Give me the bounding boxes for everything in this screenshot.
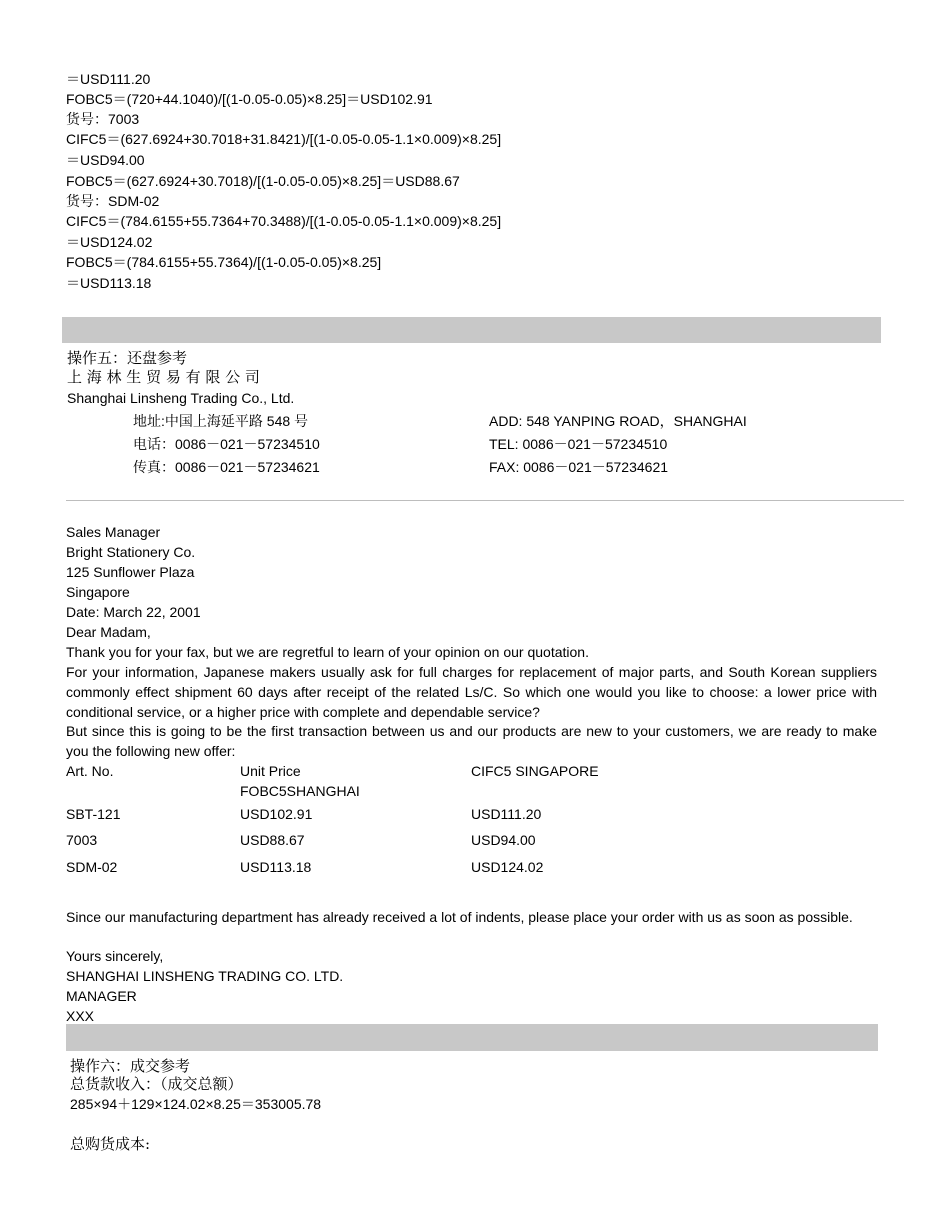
closing-line: MANAGER [66, 988, 137, 1004]
table-cell: USD113.18 [240, 859, 312, 875]
fax-en: FAX: 0086－021－57234621 [489, 459, 669, 475]
calc-line: ＝USD94.00 [66, 152, 145, 168]
table-header: Art. No. [66, 763, 114, 779]
section-divider-bar [66, 1024, 878, 1051]
closing-line: SHANGHAI LINSHENG TRADING CO. LTD. [66, 968, 344, 984]
table-subheader: FOBC5SHANGHAI [240, 783, 360, 799]
signature: XXX [66, 1008, 95, 1024]
company-name-cn: 上 海 林 生 贸 易 有 限 公 司 [67, 368, 260, 386]
table-cell: USD102.91 [240, 806, 313, 822]
table-cell: 7003 [66, 832, 98, 848]
table-header: CIFC5 SINGAPORE [471, 763, 599, 779]
section-title: 操作六：成交参考 [70, 1057, 191, 1075]
table-cell: USD94.00 [471, 832, 536, 848]
fax-cn: 传真：0086－021－57234621 [133, 459, 320, 475]
recipient-line: 125 Sunflower Plaza [66, 564, 195, 580]
income-label: 总货款收入：（成交总额） [70, 1075, 243, 1093]
table-header: Unit Price [240, 763, 301, 779]
table-cell: USD111.20 [471, 806, 542, 822]
income-formula: 285×94＋129×124.02×8.25＝353005.78 [70, 1096, 322, 1112]
letterhead-divider [66, 500, 904, 501]
calc-line: FOBC5＝(784.6155+55.7364)/[(1-0.05-0.05)×8.25] [66, 254, 382, 270]
company-name-en: Shanghai Linsheng Trading Co., Ltd. [67, 390, 295, 406]
paragraph: But since this is going to be the first transaction between us and our products are new to your customers, we are ready to make you the following new offer: [66, 723, 877, 759]
table-cell: USD124.02 [471, 859, 544, 875]
paragraph: Since our manufacturing department has already received a lot of indents, please place your order with us as soon as possible. [66, 909, 853, 925]
calc-line: FOBC5＝(627.6924+30.7018)/[(1-0.05-0.05)×8.25]＝USD88.67 [66, 173, 460, 189]
address-cn: 地址:中国上海延平路 548 号 [133, 413, 309, 429]
calc-line: CIFC5＝(627.6924+30.7018+31.8421)/[(1-0.05-0.05-1.1×0.009)×8.25] [66, 131, 502, 147]
recipient-line: Sales Manager [66, 524, 161, 540]
salutation: Dear Madam, [66, 624, 151, 640]
calc-line: CIFC5＝(784.6155+55.7364+70.3488)/[(1-0.05-0.05-1.1×0.009)×8.25] [66, 213, 502, 229]
section-title: 操作五：还盘参考 [67, 349, 188, 367]
cost-label: 总购货成本: [70, 1135, 151, 1153]
phone-cn: 电话：0086－021－57234510 [133, 436, 320, 452]
address-en: ADD: 548 YANPING ROAD，SHANGHAI [489, 413, 747, 429]
recipient-line: Singapore [66, 584, 130, 600]
paragraph: Thank you for your fax, but we are regretful to learn of your opinion on our quotation. [66, 644, 589, 660]
table-cell: SDM-02 [66, 859, 118, 875]
closing-line: Yours sincerely, [66, 948, 164, 964]
letter-date: Date: March 22, 2001 [66, 604, 201, 620]
table-cell: SBT-121 [66, 806, 121, 822]
recipient-line: Bright Stationery Co. [66, 544, 196, 560]
calc-line: ＝USD113.18 [66, 275, 152, 291]
paragraph: For your information, Japanese makers usually ask for full charges for replacement of major parts, and South Korean suppliers commonly effect shipment 60 days after receipt of the related Ls/C. So which one would you like to choose: a lower price with conditional service, or a higher price with complete and dependable service? [66, 664, 877, 720]
calc-line: ＝USD124.02 [66, 234, 153, 250]
calc-line: 货号：7003 [66, 111, 140, 127]
section-divider-bar [62, 317, 881, 343]
calc-line: FOBC5＝(720+44.1040)/[(1-0.05-0.05)×8.25]＝USD102.91 [66, 91, 433, 107]
table-cell: USD88.67 [240, 832, 305, 848]
calc-line: 货号：SDM-02 [66, 193, 160, 209]
phone-en: TEL: 0086－021－57234510 [489, 436, 668, 452]
calc-line: ＝USD111.20 [66, 71, 151, 87]
